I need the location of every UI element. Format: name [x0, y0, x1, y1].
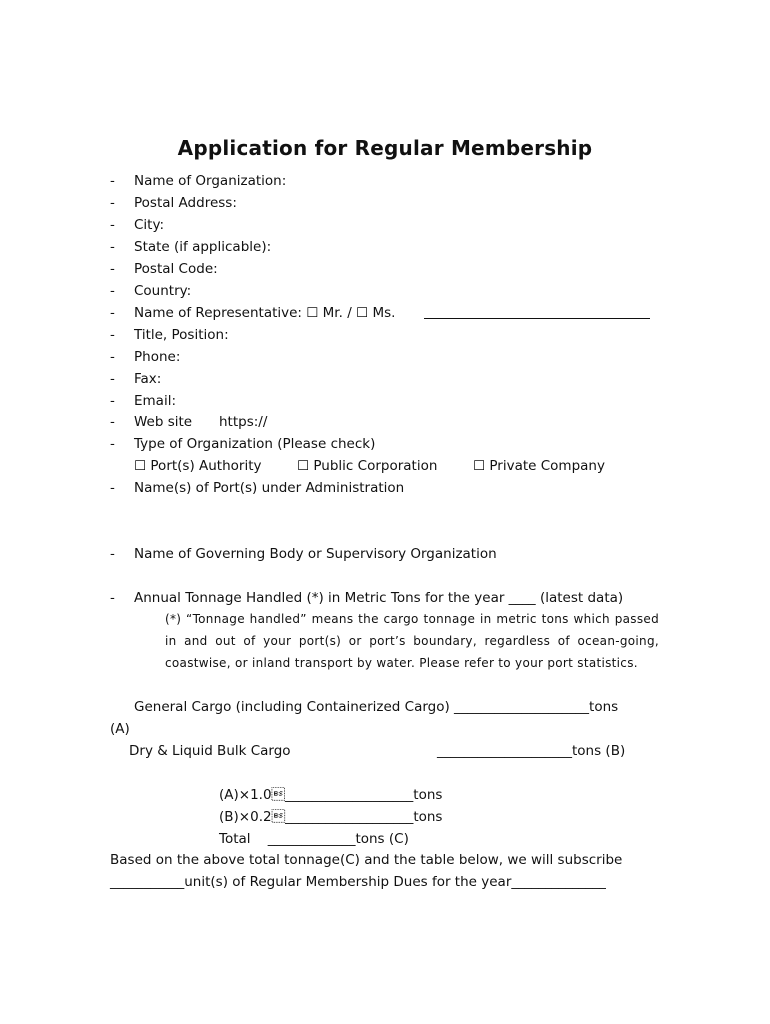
field-fax: Fax: — [134, 371, 162, 387]
dry-bulk-label: Dry & Liquid Bulk Cargo — [129, 743, 291, 759]
field-city: City: — [134, 217, 165, 233]
checkbox-private-company[interactable]: ☐ Private Company — [473, 458, 605, 474]
field-email: Email: — [134, 393, 177, 409]
calc-a-line: (A)×1.0___________________tons — [219, 787, 443, 803]
field-governing-body: Name of Governing Body or Supervisory Organization — [134, 546, 497, 562]
subscribe-line-1: Based on the above total tonnage(C) and the table below, we will subscribe — [110, 852, 623, 868]
field-website: Web site — [134, 414, 193, 430]
field-annual-tonnage: Annual Tonnage Handled (*) in Metric Tons for the year ____ (latest data) — [134, 590, 624, 606]
field-phone: Phone: — [134, 349, 181, 365]
checkbox-public-corporation[interactable]: ☐ Public Corporation — [297, 458, 438, 474]
bullet-dash: - — [110, 283, 115, 299]
bullet-dash: - — [110, 239, 115, 255]
subscribe-line-2: ___________unit(s) of Regular Membership Dues for the year______________ — [110, 874, 606, 890]
field-organization-type: Type of Organization (Please check) — [134, 436, 376, 452]
field-postal-address: Postal Address: — [134, 195, 237, 211]
bullet-dash: - — [110, 546, 115, 562]
calc-total-line: Total _____________tons (C) — [219, 831, 409, 847]
bullet-dash: - — [110, 195, 115, 211]
bullet-dash: - — [110, 327, 115, 343]
field-title-position: Title, Position: — [134, 327, 229, 343]
bullet-dash: - — [110, 349, 115, 365]
checkbox-port-authority[interactable]: ☐ Port(s) Authority — [134, 458, 262, 474]
bullet-dash: - — [110, 480, 115, 496]
field-representative: Name of Representative: ☐ Mr. / ☐ Ms. — [134, 305, 396, 321]
dry-bulk-value: ____________________tons (B) — [437, 743, 626, 759]
page-title: Application for Regular Membership — [177, 136, 593, 160]
website-value: https:// — [219, 414, 268, 430]
bullet-dash: - — [110, 590, 115, 606]
bullet-dash: - — [110, 261, 115, 277]
bullet-dash: - — [110, 393, 115, 409]
general-cargo-suffix: (A) — [110, 721, 130, 737]
bullet-dash: - — [110, 305, 115, 321]
field-state: State (if applicable): — [134, 239, 272, 255]
field-country: Country: — [134, 283, 192, 299]
bullet-dash: - — [110, 371, 115, 387]
field-organization-name: Name of Organization: — [134, 173, 287, 189]
bullet-dash: - — [110, 414, 115, 430]
bullet-dash: - — [110, 217, 115, 233]
field-postal-code: Postal Code: — [134, 261, 218, 277]
calc-b-line: (B)×0.2___________________tons — [219, 809, 443, 825]
general-cargo-line: General Cargo (including Containerized Cargo) ____________________tons — [134, 699, 619, 715]
field-ports-under-administration: Name(s) of Port(s) under Administration — [134, 480, 405, 496]
bullet-dash: - — [110, 436, 115, 452]
representative-name-blank[interactable] — [424, 304, 650, 319]
tonnage-note: (*) “Tonnage handled” means the cargo tonnage in metric tons which passed in and out of your port(s) or port’s boundary, regardless of ocean-going, coastwise, or inland transport by water. Please refer to your port statistics. — [165, 612, 659, 670]
bullet-dash: - — [110, 173, 115, 189]
